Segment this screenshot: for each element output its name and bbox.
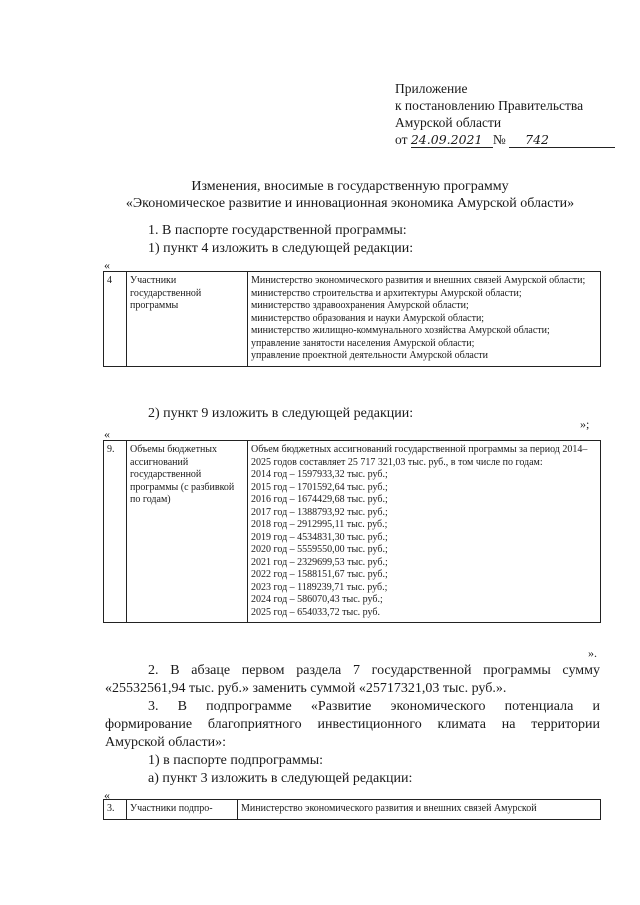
close-quote-1: »;: [580, 417, 590, 431]
table-row: [104, 800, 601, 820]
budget-year-line: 2016 год – 1674429,68 тыс. руб.;: [251, 494, 388, 505]
appendix-header: [395, 80, 615, 149]
table-row: [104, 272, 601, 367]
para2-line1: 2. В абзаце первом раздела 7 государственной программы сумму: [148, 663, 600, 678]
date-number-line: [395, 131, 615, 149]
row-content: [248, 272, 601, 367]
participant-line: министерство жилищно-коммунального хозяйства Амурской области;: [251, 325, 550, 336]
row-content: [248, 441, 601, 623]
title-line-1: Изменения, вносимые в государственную программу: [191, 179, 509, 194]
budget-year-line: 2020 год – 5559550,00 тыс. руб.;: [251, 544, 388, 555]
para3-item-a: а) пункт 3 изложить в следующей редакции:: [148, 771, 413, 786]
row-content: Министерство экономического развития и внешних связей Амурской: [238, 800, 601, 820]
para3-line3: Амурской области»:: [105, 735, 226, 750]
open-quote-2: «: [104, 427, 110, 441]
para3-line2: формирование благоприятного инвестиционного климата на территории: [105, 717, 600, 732]
row-label: Объемы бюджетных ассигнований государственной программы (с разбивкой по годам): [127, 441, 248, 623]
budget-year-line: 2015 год – 1701592,64 тыс. руб.;: [251, 481, 388, 493]
budget-table: [103, 440, 601, 623]
budget-year-line: 2019 год – 4534831,30 тыс. руб.;: [251, 531, 388, 543]
budget-year-line: 2023 год – 1189239,71 тыс. руб.;: [251, 581, 388, 593]
budget-year-line: 2022 год – 1588151,67 тыс. руб.;: [251, 569, 388, 580]
open-quote-3: «: [104, 788, 110, 802]
section1-item2: 2) пункт 9 изложить в следующей редакции:: [148, 406, 414, 421]
handwritten-number: 742: [509, 133, 615, 148]
para3-line1: 3. В подпрограмме «Развитие экономического потенциала и: [148, 699, 600, 714]
row-label: Участники государственной программы: [127, 272, 248, 367]
subprogram-participants-table: [103, 799, 601, 820]
para2-line2: «25532561,94 тыс. руб.» заменить суммой «25717321,03 тыс. руб.».: [105, 681, 507, 696]
participant-line: министерство здравоохранения Амурской области;: [251, 300, 469, 311]
table-row: [104, 441, 601, 623]
row-number: 4: [104, 272, 127, 367]
budget-year-line: 2021 год – 2329699,53 тыс. руб.;: [251, 556, 388, 568]
participant-line: управление занятости населения Амурской области;: [251, 337, 475, 349]
participant-line: Министерство экономического развития и внешних связей Амурской области;: [251, 275, 586, 286]
participant-line: министерство образования и науки Амурской области;: [251, 312, 485, 324]
row-number: 9.: [104, 441, 127, 623]
close-quote-2: ».: [588, 646, 597, 660]
open-quote-1: «: [104, 258, 110, 272]
row-number: 3.: [104, 800, 127, 820]
number-sign: №: [492, 132, 506, 147]
participant-line: управление проектной деятельности Амурской области: [251, 350, 489, 361]
budget-year-line: 2017 год – 1388793,92 тыс. руб.;: [251, 506, 388, 518]
decree-line: к постановлению Правительства: [395, 98, 584, 113]
region-line: Амурской области: [395, 115, 502, 130]
section1-item1: 1) пункт 4 изложить в следующей редакции:: [148, 241, 414, 256]
para3-item1: 1) в паспорте подпрограммы:: [148, 753, 324, 768]
row-label: Участники подпро-: [127, 800, 238, 820]
date-prefix: от: [395, 132, 408, 147]
title-line-2: «Экономическое развитие и инновационная экономика Амурской области»: [125, 196, 575, 211]
budget-year-line: 2018 год – 2912995,11 тыс. руб.;: [251, 519, 388, 530]
document-title: [100, 178, 600, 212]
participants-table: [103, 271, 601, 367]
appendix-label: Приложение: [395, 81, 468, 96]
budget-year-line: 2024 год – 586070,43 тыс. руб.;: [251, 594, 383, 605]
budget-intro: Объем бюджетных ассигнований государственной программы за период 2014–2025 годов составляет 25 717 321,03 тыс. руб., в том числе по годам:: [251, 444, 588, 468]
budget-year-line: 2014 год – 1597933,32 тыс. руб.;: [251, 469, 388, 480]
section1-heading: 1. В паспорте государственной программы:: [148, 223, 407, 238]
participant-line: министерство строительства и архитектуры Амурской области;: [251, 287, 522, 299]
handwritten-date: 24.09.2021: [411, 133, 493, 148]
budget-year-line: 2025 год – 654033,72 тыс. руб.: [251, 606, 381, 618]
